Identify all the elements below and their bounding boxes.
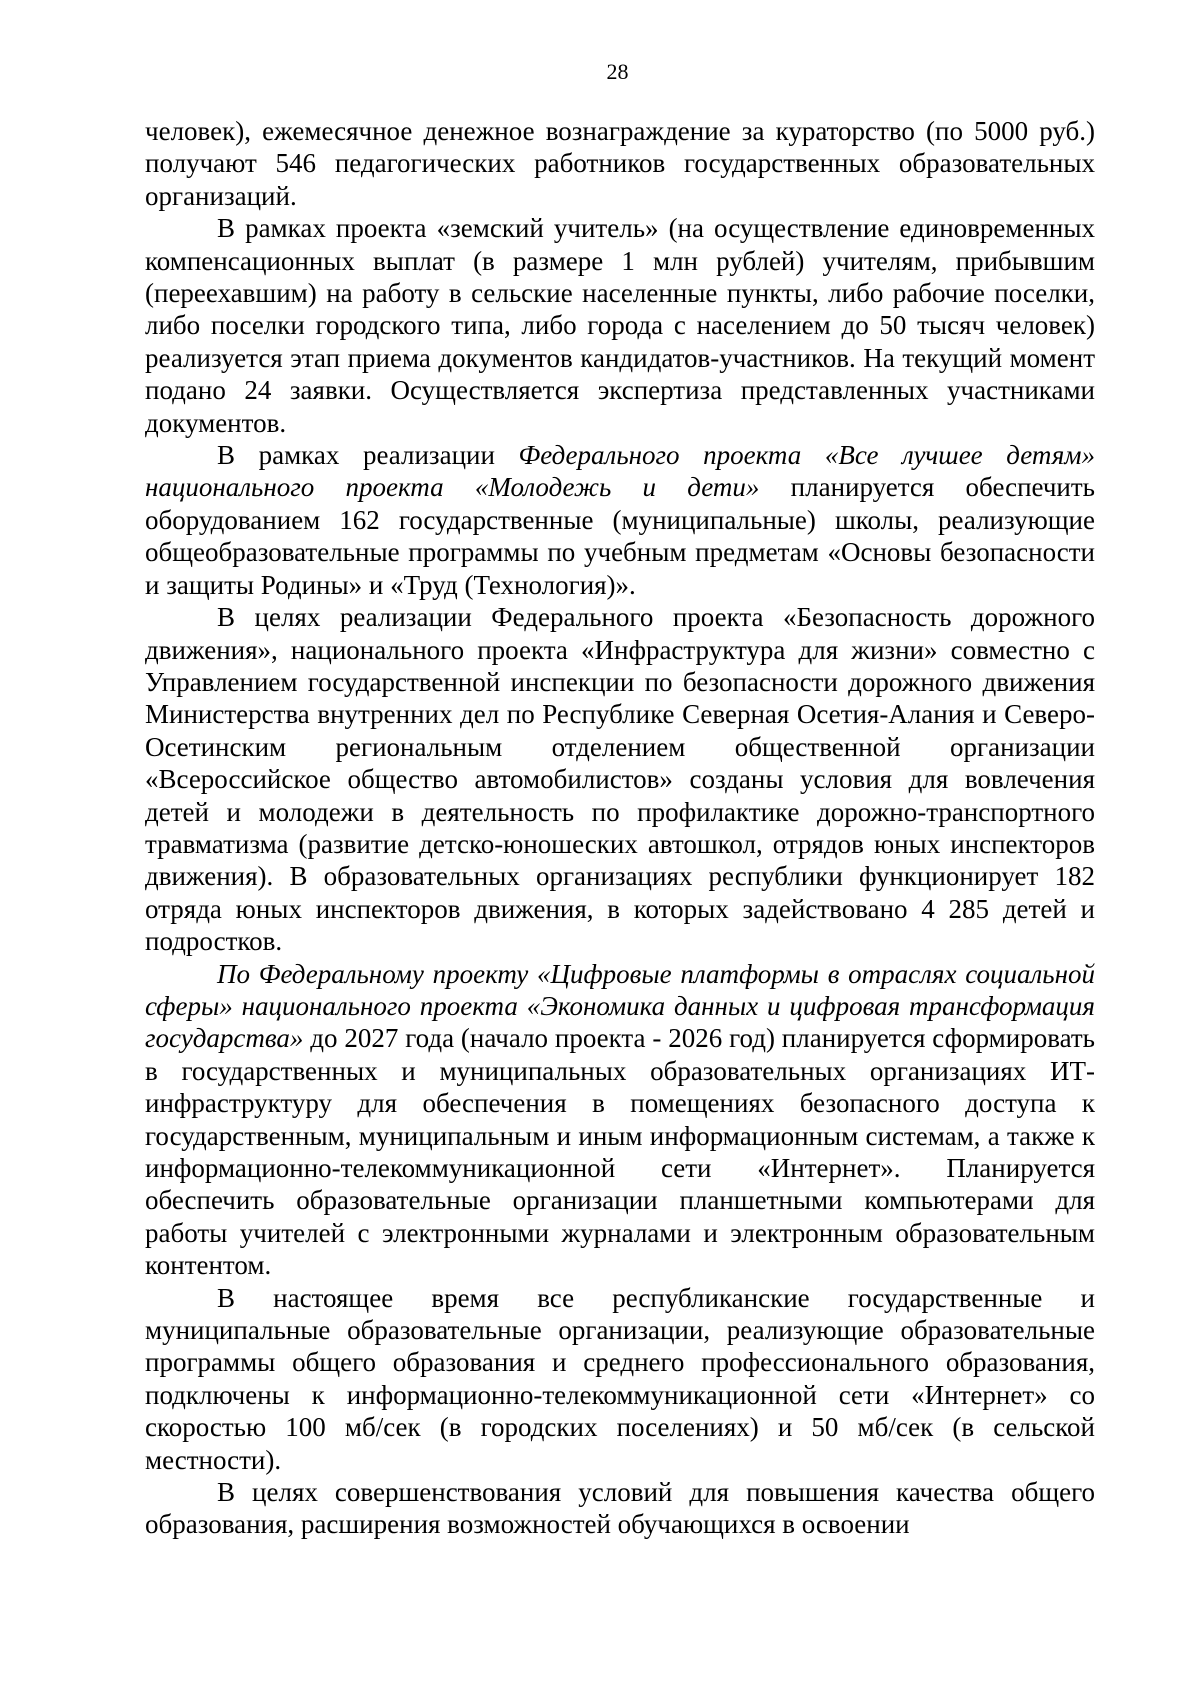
project-name-italic: Федерального проекта «Все лучшее детям» национального проекта «Молодежь и дети» bbox=[145, 440, 1095, 503]
paragraph-best-for-children bbox=[145, 439, 1095, 601]
project-name-italic: По Федеральному проекту «Цифровые платформы в отраслях социальной сферы» национального проекта «Экономика данных и цифровая трансформация государства» bbox=[145, 958, 1095, 1054]
document-body bbox=[145, 115, 1095, 1541]
paragraph-zemsky-teacher: В рамках проекта «земский учитель» (на осуществление единовременных компенсационных выплат (в размере 1 млн рублей) учителям, прибывшим (переехавшим) на работу в сельские населенные пункты, либо рабочие поселки, либо поселки городского типа, либо города с населением до 50 тысяч человек) реализуется этап приема документов кандидатов-участников. На текущий момент подано 24 заявки. Осуществляется экспертиза представленных участниками документов. bbox=[145, 213, 1095, 438]
paragraph-road-safety: В целях реализации Федерального проекта «Безопасность дорожного движения», национального проекта «Инфраструктура для жизни» совместно с Управлением государственной инспекции по безопасности дорожного движения Министерства внутренних дел по Республике Северная Осетия-Алания и Северо-Осетинским региональным отделением общественной организации «Всероссийское общество автомобилистов» созданы условия для вовлечения детей и молодежи в деятельность по профилактике дорожно-транспортного травматизма (развитие детско-юношеских автошкол, отрядов юных инспекторов движения). В образовательных организациях республики функционирует 182 отряда юных инспекторов движения, в которых задействовано 4 285 детей и подростков. bbox=[145, 602, 1095, 957]
paragraph-rest-text: до 2027 года (начало проекта - 2026 год) планируется сформировать в государственных и муниципальных образовательных организациях ИТ-инфраструктуру для обеспечения в помещениях безопасного доступа к государственным, муниципальным и иным информационным системам, а также к информационно-телекоммуникационной сети «Интернет». Планируется обеспечить образовательные организации планшетными компьютерами для работы учителей с электронными журналами и электронным образовательным контентом. bbox=[145, 1023, 1095, 1281]
paragraph-continuation: человек), ежемесячное денежное вознаграждение за кураторство (по 5000 руб.) получают 546 педагогических работников государственных образовательных организаций. bbox=[145, 116, 1095, 211]
page-number: 28 bbox=[606, 59, 629, 84]
paragraph-rest-text: планируется обеспечить оборудованием 162 государственные (муниципальные) школы, реализующие общеобразовательные программы по учебным предметам «Основы безопасности и защиты Родины» и «Труд (Технология)». bbox=[145, 472, 1095, 600]
paragraph-internet-connection: В настоящее время все республиканские государственные и муниципальные образовательные организации, реализующие образовательные программы общего образования и среднего профессионального образования, подключены к информационно-телекоммуникационной сети «Интернет» со скоростью 100 мб/сек (в городских поселениях) и 50 мб/сек (в сельской местности). bbox=[145, 1282, 1095, 1475]
paragraph-education-quality: В целях совершенствования условий для повышения качества общего образования, расширения возможностей обучающихся в освоении bbox=[145, 1477, 1095, 1540]
paragraph-digital-platforms bbox=[145, 958, 1095, 1282]
paragraph-lead-text: В рамках реализации bbox=[217, 440, 519, 471]
